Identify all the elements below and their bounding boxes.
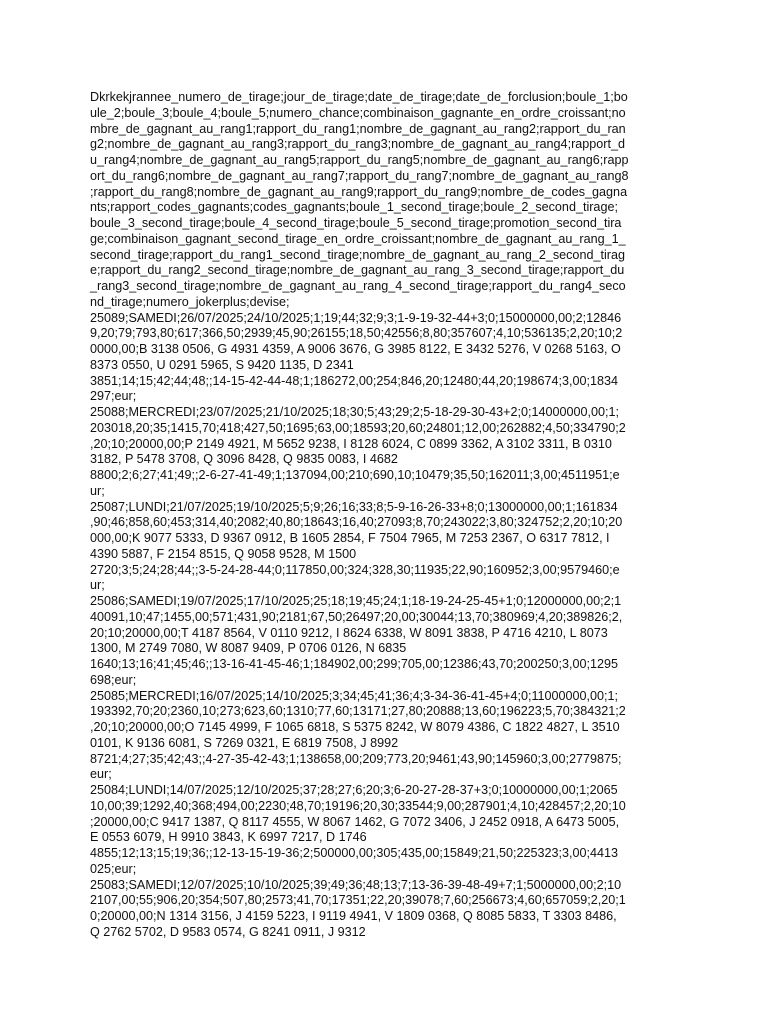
text-line: 20;10;20000,00;T 4187 8564, V 0110 9212, I 8624 6338, W 8091 3838, P 4716 4210, L 8073 (90, 625, 608, 640)
text-line: ;rapport_du_rang8;nombre_de_gagnant_au_rang9;rapport_du_rang9;nombre_de_codes_gagna (90, 184, 628, 199)
text-line: 25088;MERCREDI;23/07/2025;21/10/2025;18;30;5;43;29;2;5-18-29-30-43+2;0;14000000,00;1; (90, 405, 619, 419)
text-line: ,90;46;858,60;453;314,40;2082;40,80;18643;16,40;27093;8,70;243022;3,80;324752;2,20;10;20 (90, 515, 623, 530)
text-line: 8800;2;6;27;41;49;;2-6-27-41-49;1;137094,00;210;690,10;10479;35,50;162011;3,00;4511951;e (90, 468, 620, 482)
text-line: 9,20;79;793,80;617;366,50;2939;45,90;26155;18,50;42556;8,80;357607;4,10;536135;2,20;10;2 (90, 326, 623, 341)
text-line: boule_3_second_tirage;boule_4_second_tirage;boule_5_second_tirage;promotion_second_tira (90, 216, 622, 230)
text-line: 297;eur; (90, 389, 137, 404)
text-line: ur; (90, 483, 105, 498)
text-line: _rang3_second_tirage;nombre_de_gagnant_au_rang_4_second_tirage;rapport_du_rang4_seco (90, 279, 626, 293)
text-line: 4855;12;13;15;19;36;;12-13-15-19-36;2;500000,00;305;435,00;15849;21,50;225323;3,00;4413 (90, 846, 619, 860)
text-line: 0;20000,00;N 1314 3156, J 4159 5223, I 9119 4941, V 1809 0368, Q 8085 5833, T 3303 8486, (90, 909, 617, 923)
text-line: 25084;LUNDI;14/07/2025;12/10/2025;37;28;27;6;20;3;6-20-27-28-37+3;0;10000000,00;1;2065 (90, 783, 618, 797)
text-line: 203018,20;35;1415,70;418;427,50;1695;63,00;18593;20,60;24801;12,00;262882;4,50;334790;2 (90, 420, 626, 435)
text-line: 025;eur; (90, 861, 137, 876)
text-line: 000,00;K 9077 5333, D 9367 0912, B 1605 2854, F 7504 7965, M 7253 2367, O 6317 7812, I (90, 531, 610, 545)
text-line: 8721;4;27;35;42;43;;4-27-35-42-43;1;138658,00;209;773,20;9461;43,90;145960;3,00;2779875; (90, 751, 622, 766)
text-line: nd_tirage;numero_jokerplus;devise; (90, 294, 290, 309)
text-line: 698;eur; (90, 672, 137, 687)
text-line: 25089;SAMEDI;26/07/2025;24/10/2025;1;19;44;32;9;3;1-9-19-32-44+3;0;15000000,00;2;12846 (90, 310, 622, 325)
text-line: Q 2762 5702, D 9583 0574, G 8241 0911, J 9312 (90, 924, 366, 939)
text-line: 25087;LUNDI;21/07/2025;19/10/2025;5;9;26;16;33;8;5-9-16-26-33+8;0;13000000,00;1;161834 (90, 499, 618, 514)
text-line: ule_2;boule_3;boule_4;boule_5;numero_chance;combinaison_gagnante_en_ordre_croissant;no (90, 105, 626, 120)
text-line: 25085;MERCREDI;16/07/2025;14/10/2025;3;34;45;41;36;4;3-34-36-41-45+4;0;11000000,00;1; (90, 688, 619, 703)
text-line: e;rapport_du_rang2_second_tirage;nombre_de_gagnant_au_rang_3_second_tirage;rapport_du (90, 263, 625, 278)
text-line: eur; (90, 767, 112, 782)
text-line: mbre_de_gagnant_au_rang1;rapport_du_rang1;nombre_de_gagnant_au_rang2;rapport_du_ran (90, 121, 626, 136)
text-line: 8373 0550, U 0291 5965, S 9420 1135, D 2341 (90, 357, 354, 372)
text-line: 1640;13;16;41;45;46;;13-16-41-45-46;1;184902,00;299;705,00;12386;43,70;200250;3,00;1295 (90, 657, 619, 671)
text-line: ort_du_rang6;nombre_de_gagnant_au_rang7;rapport_du_rang7;nombre_de_gagnant_au_rang8 (90, 168, 629, 183)
text-line: 0000,00;B 3138 0506, G 4931 4359, A 9006 3676, G 3985 8122, E 3432 5276, V 0268 5163, O (90, 342, 621, 356)
text-line: 2720;3;5;24;28;44;;3-5-24-28-44;0;117850,00;324;328,30;11935;22,90;160952;3,00;9579460;e (90, 562, 620, 577)
text-line: ge;combinaison_gagnant_second_tirage_en_ordre_croissant;nombre_de_gagnant_au_rang_1_ (90, 231, 626, 246)
text-line: ur; (90, 578, 105, 593)
text-line: 25083;SAMEDI;12/07/2025;10/10/2025;39;49;36;48;13;7;13-36-39-48-49+7;1;5000000,00;2;10 (90, 877, 622, 892)
text-line: ;20000,00;C 9417 1387, Q 8117 4555, W 8067 1462, G 7072 3406, J 2452 0918, A 6473 5005, (90, 814, 620, 829)
text-line: 10,00;39;1292,40;368;494,00;2230;48,70;19196;20,30;33544;9,00;287901;4,10;428457;2,20;10 (90, 798, 626, 813)
text-line: second_tirage;rapport_du_rang1_second_tirage;nombre_de_gagnant_au_rang_2_second_tirag (90, 247, 625, 262)
text-line: nts;rapport_codes_gagnants;codes_gagnants;boule_1_second_tirage;boule_2_second_tirage; (90, 200, 618, 215)
text-line: 40091,10;47;1455,00;571;431,90;2181;67,50;26497;20,00;30044;13,70;380969;4,20;389826;2, (90, 609, 623, 624)
document-text-block (90, 90, 680, 941)
text-line: 193392,70;20;2360,10;273;623,60;1310;77,60;13171;27,80;20888;13,60;196223;5,70;384321;2 (90, 704, 626, 719)
text-line: u_rang4;nombre_de_gagnant_au_rang5;rapport_du_rang5;nombre_de_gagnant_au_rang6;rapp (90, 153, 629, 167)
text-line: 0101, K 9136 6081, S 7269 0321, E 6819 7508, J 8992 (90, 735, 399, 750)
text-line: 2107,00;55;906,20;354;507,80;2573;41,70;17351;22,20;39078;7,60;256673;4,60;657059;2,20;1 (90, 893, 626, 908)
text-line: ,20;10;20000,00;P 2149 4921, M 5652 9238, I 8128 6024, C 0899 3362, A 3102 3311, B 0310 (90, 436, 612, 451)
text-line: 1300, M 2749 7080, W 8087 9409, P 0706 0126, N 6835 (90, 641, 407, 656)
text-line: 25086;SAMEDI;19/07/2025;17/10/2025;25;18;19;45;24;1;18-19-24-25-45+1;0;12000000,00;2;1 (90, 594, 622, 608)
text-line: g2;nombre_de_gagnant_au_rang3;rapport_du_rang3;nombre_de_gagnant_au_rang4;rapport_d (90, 137, 625, 152)
text-line: Dkrkekjrannee_numero_de_tirage;jour_de_tirage;date_de_tirage;date_de_forclusion;boule_1;bo (90, 90, 628, 104)
text-line: ,20;10;20000,00;O 7145 4999, F 1065 6818, S 5375 8242, W 8079 4386, C 1822 4827, L 3510 (90, 720, 620, 734)
text-line: E 0553 6079, H 9910 3843, K 6997 7217, D 1746 (90, 830, 367, 845)
text-line: 3851;14;15;42;44;48;;14-15-42-44-48;1;186272,00;254;846,20;12480;44,20;198674;3,00;1834 (90, 373, 619, 388)
text-line: 4390 5887, F 2154 8515, Q 9058 9528, M 1500 (90, 546, 357, 561)
text-line: 3182, P 5478 3708, Q 3096 8428, Q 9835 0083, I 4682 (90, 452, 398, 467)
